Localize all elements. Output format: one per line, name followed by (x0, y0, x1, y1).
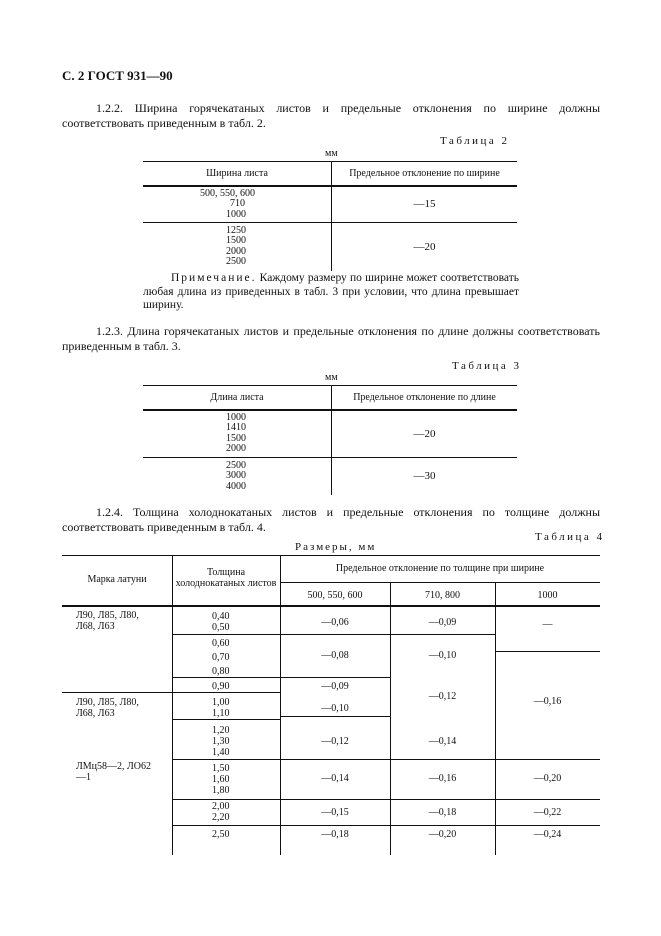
table-3-length: 1500 (226, 432, 246, 444)
note-text: Каждому размеру по ширине может соответствовать любая длина из приведенных в табл. 3 при условии, что длина превышает ширину. (143, 272, 519, 311)
table-4-col-w2: 710, 800 (425, 590, 460, 601)
thickness-value: 0,70 (212, 652, 230, 663)
table-3-length: 2500 (226, 459, 246, 471)
thickness-value: 1,00 (212, 697, 230, 708)
dev-w1: —0,06 (321, 617, 349, 628)
thickness-value: 0,60 (212, 638, 230, 649)
thickness-value: 0,80 (212, 666, 230, 677)
thickness-group (212, 725, 230, 758)
thickness-group (212, 697, 230, 719)
table-2-label: Таблица 2 (440, 135, 510, 147)
table-2-width: 1500 (226, 235, 246, 247)
dev-w1: —0,18 (321, 829, 349, 840)
table-4-col-thickness: Толщина холоднокатаных листов (175, 567, 277, 589)
page-title: С. 2 ГОСТ 931—90 (62, 68, 173, 83)
table-3-dev-1: —20 (332, 410, 518, 458)
thickness-value: 1,60 (212, 774, 230, 785)
dev-w1: —0,09 (321, 681, 349, 692)
thickness-value: 2,50 (212, 829, 230, 840)
dev-w2: —0,18 (428, 807, 457, 818)
section-1-2-4-text: 1.2.4. Толщина холоднокатаных листов и предельные отклонения по толщине должны соответствовать приведенным в табл. 4. (62, 505, 600, 534)
thickness-value: 0,90 (212, 681, 230, 692)
thickness-value: 0,50 (212, 622, 230, 633)
table-3-col-deviation: Предельное отклонение по длине (332, 386, 518, 410)
brand-group-2: Л90, Л85, Л80, Л68, Л63 (76, 697, 139, 719)
table-3-lengths-1 (143, 410, 332, 458)
thickness-group (212, 637, 230, 679)
dev-w2: —0,16 (428, 773, 457, 784)
brand-group-1: Л90, Л85, Л80, Л68, Л63 (76, 610, 139, 632)
thickness-value: 2,00 (212, 801, 230, 812)
section-1-2-2 (62, 101, 600, 131)
dev-w2: —0,14 (428, 736, 457, 747)
table-3-label: Таблица 3 (452, 360, 522, 372)
table-2-width: 710 (230, 198, 245, 209)
dev-w3: —0,16 (533, 696, 562, 707)
table-4-label: Таблица 4 (535, 531, 605, 543)
table-2-dev-1: —15 (332, 186, 518, 223)
dev-w3: —0,24 (533, 829, 562, 840)
dev-w2: —0,10 (428, 650, 457, 661)
dev-w1: —0,15 (321, 807, 349, 818)
thickness-group (212, 763, 230, 796)
table-2-width: 500, 550, 600 (200, 187, 255, 199)
table-2-col-width: Ширина листа (143, 162, 332, 186)
table-2-units: мм (325, 148, 338, 159)
table-3-length: 4000 (226, 480, 246, 492)
table-4-col-brand: Марка латуни (87, 574, 147, 585)
table-2-width: 2000 (226, 245, 246, 257)
table-2 (143, 161, 517, 271)
section-1-2-2-text: 1.2.2. Ширина горячекатаных листов и предельные отклонения по ширине должны соответствовать приведенным в табл. 2. (62, 101, 600, 130)
thickness-value: 1,20 (212, 725, 230, 736)
table-2-note (143, 272, 519, 313)
dev-w1: —0,08 (321, 650, 349, 661)
dev-w2: —0,09 (428, 617, 457, 628)
table-3-length: 1000 (226, 411, 246, 423)
table-2-width: 1000 (226, 208, 246, 220)
thickness-value: 1,50 (212, 763, 230, 774)
table-2-widths-2 (143, 223, 332, 271)
dev-w3: — (542, 619, 553, 630)
section-1-2-3-text: 1.2.3. Длина горячекатаных листов и предельные отклонения по длине должны соответствовать приведенным в табл. 3. (62, 324, 600, 353)
thickness-value: 0,40 (212, 611, 230, 622)
dev-w3: —0,22 (533, 807, 562, 818)
table-3-length: 1410 (226, 422, 246, 434)
thickness-value: 2,20 (212, 812, 230, 823)
table-4-col-w3: 1000 (537, 590, 558, 601)
dev-w2: —0,20 (428, 829, 457, 840)
thickness-group (212, 801, 230, 823)
thickness-value: 1,40 (212, 747, 230, 758)
dev-w1: —0,12 (321, 736, 349, 747)
dev-w1: —0,10 (321, 703, 349, 714)
table-4-col-deviation: Предельное отклонение по толщине при ширине (335, 563, 545, 574)
section-1-2-4 (62, 505, 600, 535)
table-3-units: мм (325, 372, 338, 383)
dev-w1: —0,14 (321, 773, 349, 784)
table-3 (143, 385, 517, 495)
table-3-lengths-2 (143, 458, 332, 495)
table-2-col-deviation: Предельное отклонение по ширине (332, 162, 518, 186)
thickness-value: 1,80 (212, 785, 230, 796)
table-4-units: Размеры, мм (295, 541, 377, 553)
table-2-width: 2500 (226, 256, 246, 268)
section-1-2-3 (62, 324, 600, 354)
dev-w3: —0,20 (533, 773, 562, 784)
table-3-length: 2000 (226, 443, 246, 455)
table-4-col-w1: 500, 550, 600 (307, 590, 363, 601)
table-2-width: 1250 (226, 224, 246, 236)
thickness-value: 1,10 (212, 708, 230, 719)
table-4 (62, 555, 600, 855)
table-3-col-length: Длина листа (143, 386, 332, 410)
thickness-group (212, 611, 230, 633)
table-3-length: 3000 (226, 470, 246, 481)
dev-w2: —0,12 (428, 691, 457, 702)
table-2-dev-2: —20 (413, 240, 436, 253)
brand-group-3: ЛМц58—2, ЛО62—1 (76, 761, 152, 783)
note-label: Примечание. (171, 272, 257, 284)
table-2-widths-1 (143, 186, 332, 223)
thickness-value: 1,30 (212, 736, 230, 747)
table-3-dev-2: —30 (413, 470, 436, 483)
